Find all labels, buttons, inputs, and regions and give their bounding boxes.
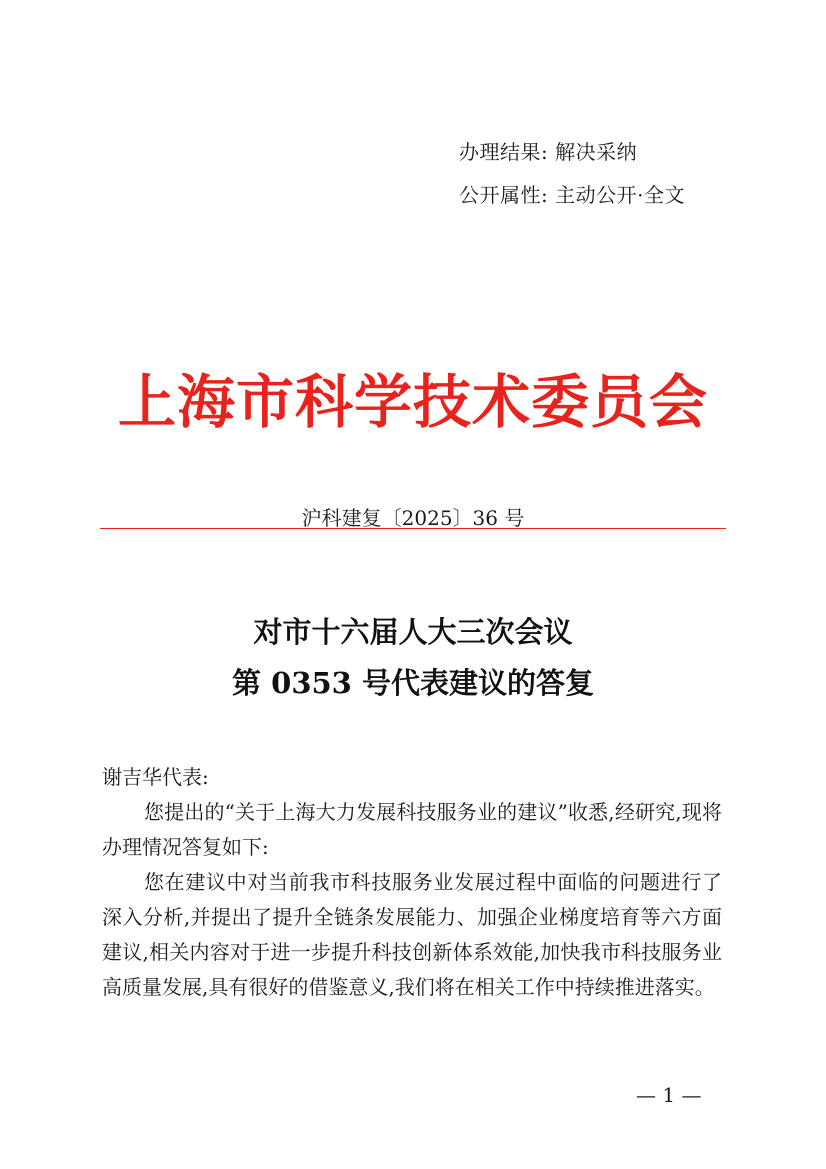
document-title-line-1: 对市十六届人大三次会议 bbox=[253, 615, 573, 649]
handling-result-label: 办理结果: bbox=[459, 140, 549, 164]
handling-result bbox=[459, 136, 637, 165]
body-paragraph: 您提出的“关于上海大力发展科技服务业的建议”收悉,经研究,现将办理情况答复如下: bbox=[102, 800, 722, 859]
disclosure-attribute-label: 公开属性: bbox=[459, 183, 549, 207]
document-title-line-2: 第 0353 号代表建议的答复 bbox=[232, 666, 594, 700]
page-number: — 1 — bbox=[636, 1083, 702, 1107]
document-body bbox=[102, 760, 722, 1005]
disclosure-attribute-value: 主动公开·全文 bbox=[555, 183, 685, 207]
salutation: 谢吉华代表: bbox=[102, 765, 209, 789]
disclosure-attribute bbox=[459, 179, 685, 208]
red-divider bbox=[100, 528, 726, 529]
handling-result-value: 解决采纳 bbox=[555, 140, 638, 164]
document-number: 沪科建复〔2025〕36 号 bbox=[301, 506, 525, 530]
organization-header: 上海市科学技术委员会 bbox=[117, 368, 708, 436]
body-paragraph: 您在建议中对当前我市科技服务业发展过程中面临的问题进行了深入分析,并提出了提升全链条发展能力、加强企业梯度培育等六方面建议,相关内容对于进一步提升科技创新体系效能,加快我市科技服务业高质量发展,具有很好的借鉴意义,我们将在相关工作中持续推进落实。 bbox=[102, 870, 722, 999]
